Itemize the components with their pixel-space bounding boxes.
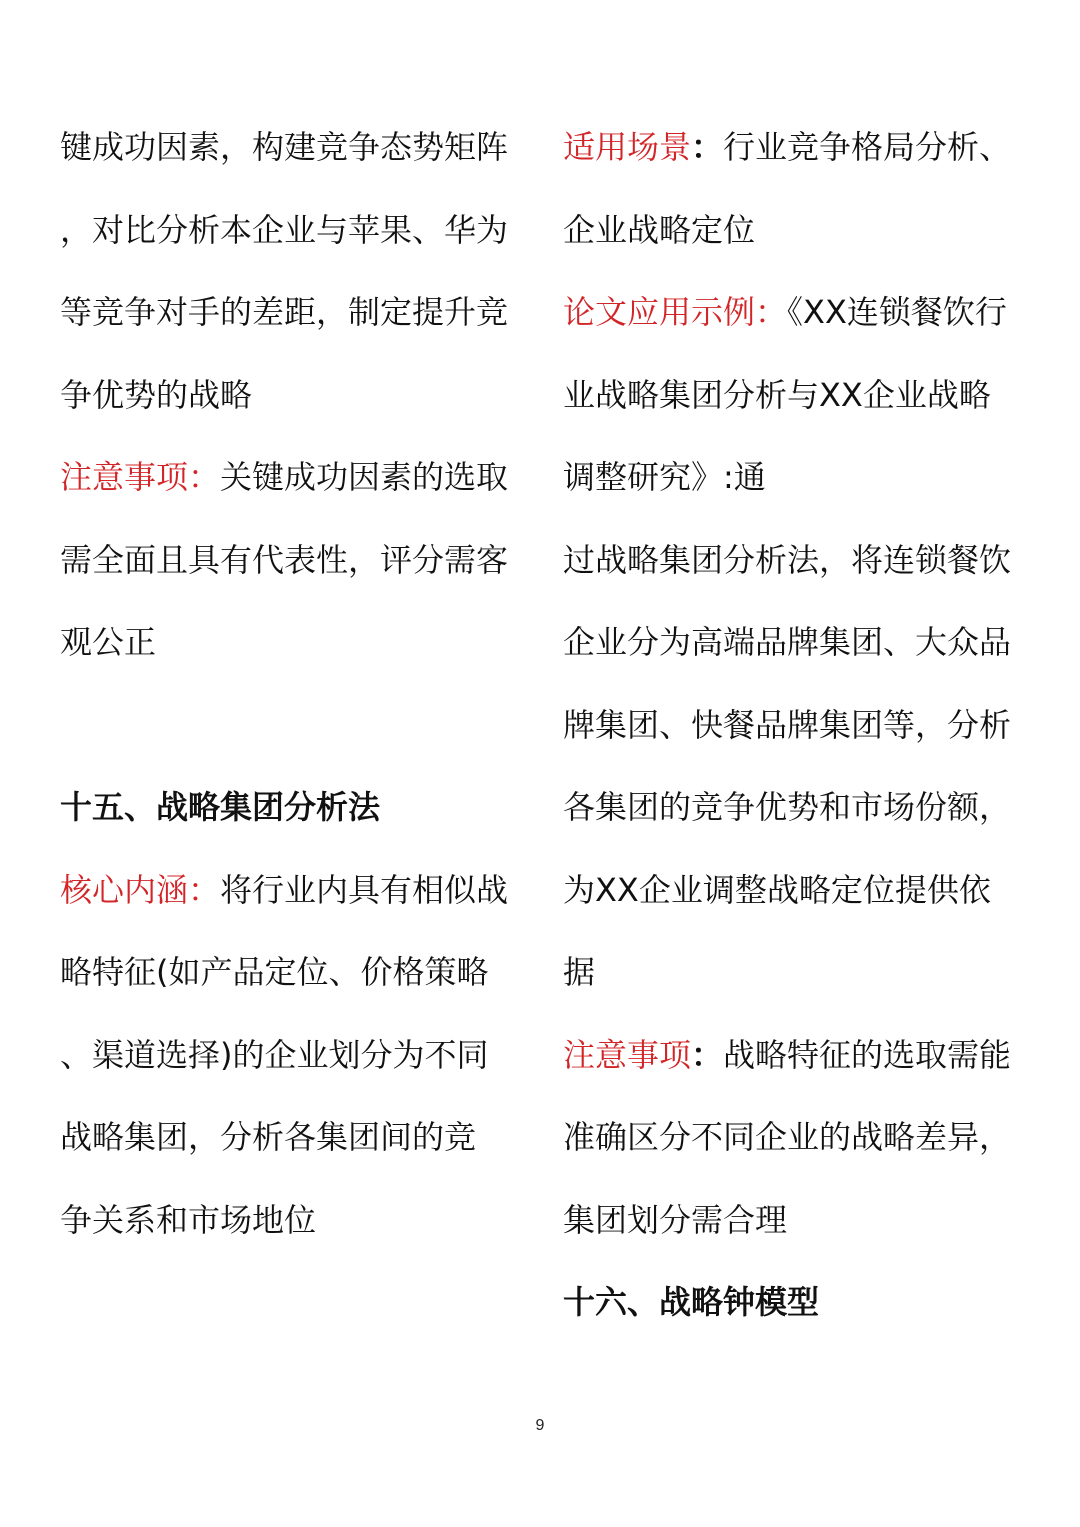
core-line [60, 849, 525, 932]
core-line: 、渠道选择)的企业划分为不同 [60, 1035, 489, 1074]
example-text: 《XX连锁餐饮行 [787, 293, 1007, 331]
note-line: 集团划分需合理 [563, 1200, 788, 1239]
note-label: 注意事项： [60, 458, 221, 496]
scenario-line [563, 106, 1043, 189]
scenario-label: 适用场景 [563, 128, 692, 166]
example-line: 据 [563, 953, 596, 991]
core-line: 略特征(如产品定位、价格策略 [60, 953, 489, 991]
example-line: 过战略集团分析法，将连锁餐饮 [563, 540, 1012, 579]
note-label: 注意事项 [563, 1035, 692, 1074]
note-text: 关键成功因素的选取 [220, 458, 509, 496]
body-line: 等竞争对手的差距，制定提升竞 [60, 293, 509, 331]
right-column [563, 106, 1043, 1344]
note-text: 战略特征的选取需能 [723, 1035, 1012, 1074]
scenario-text: 行业竞争格局分析、 [723, 128, 1012, 166]
core-line: 争关系和市场地位 [60, 1200, 317, 1239]
note-line [563, 1014, 1043, 1097]
scenario-colon: ： [691, 128, 724, 166]
section-16-title: 十六、战略钟模型 [563, 1283, 820, 1321]
left-column [60, 106, 525, 1261]
example-line: 牌集团、快餐品牌集团等，分析 [563, 705, 1012, 744]
note-colon: ： [691, 1035, 724, 1074]
example-line: 业战略集团分析与XX企业战略 [563, 375, 991, 414]
example-line [563, 271, 1043, 354]
scenario-line: 企业战略定位 [563, 210, 756, 249]
example-label: 论文应用示例： [563, 293, 788, 331]
core-label: 核心内涵： [60, 870, 221, 909]
note-line: 需全面且具有代表性，评分需客 [60, 540, 509, 579]
body-line: 键成功因素，构建竞争态势矩阵 [60, 128, 509, 166]
note-line [60, 436, 525, 519]
note-line: 准确区分不同企业的战略差异， [563, 1118, 1012, 1156]
core-text: 将行业内具有相似战 [220, 870, 509, 909]
example-line: 各集团的竞争优势和市场份额， [563, 788, 1012, 826]
note-line: 观公正 [60, 623, 157, 661]
spacer [60, 684, 525, 767]
example-line: 调整研究》:通 [563, 458, 766, 496]
page-number: 9 [535, 1417, 545, 1434]
example-line: 为XX企业调整战略定位提供依 [563, 870, 991, 909]
body-line: ，对比分析本企业与苹果、华为 [60, 210, 509, 249]
section-15-title: 十五、战略集团分析法 [60, 788, 381, 826]
body-line: 争优势的战略 [60, 375, 253, 414]
example-line: 企业分为高端品牌集团、大众品 [563, 623, 1012, 661]
core-line: 战略集团，分析各集团间的竞 [60, 1118, 477, 1156]
